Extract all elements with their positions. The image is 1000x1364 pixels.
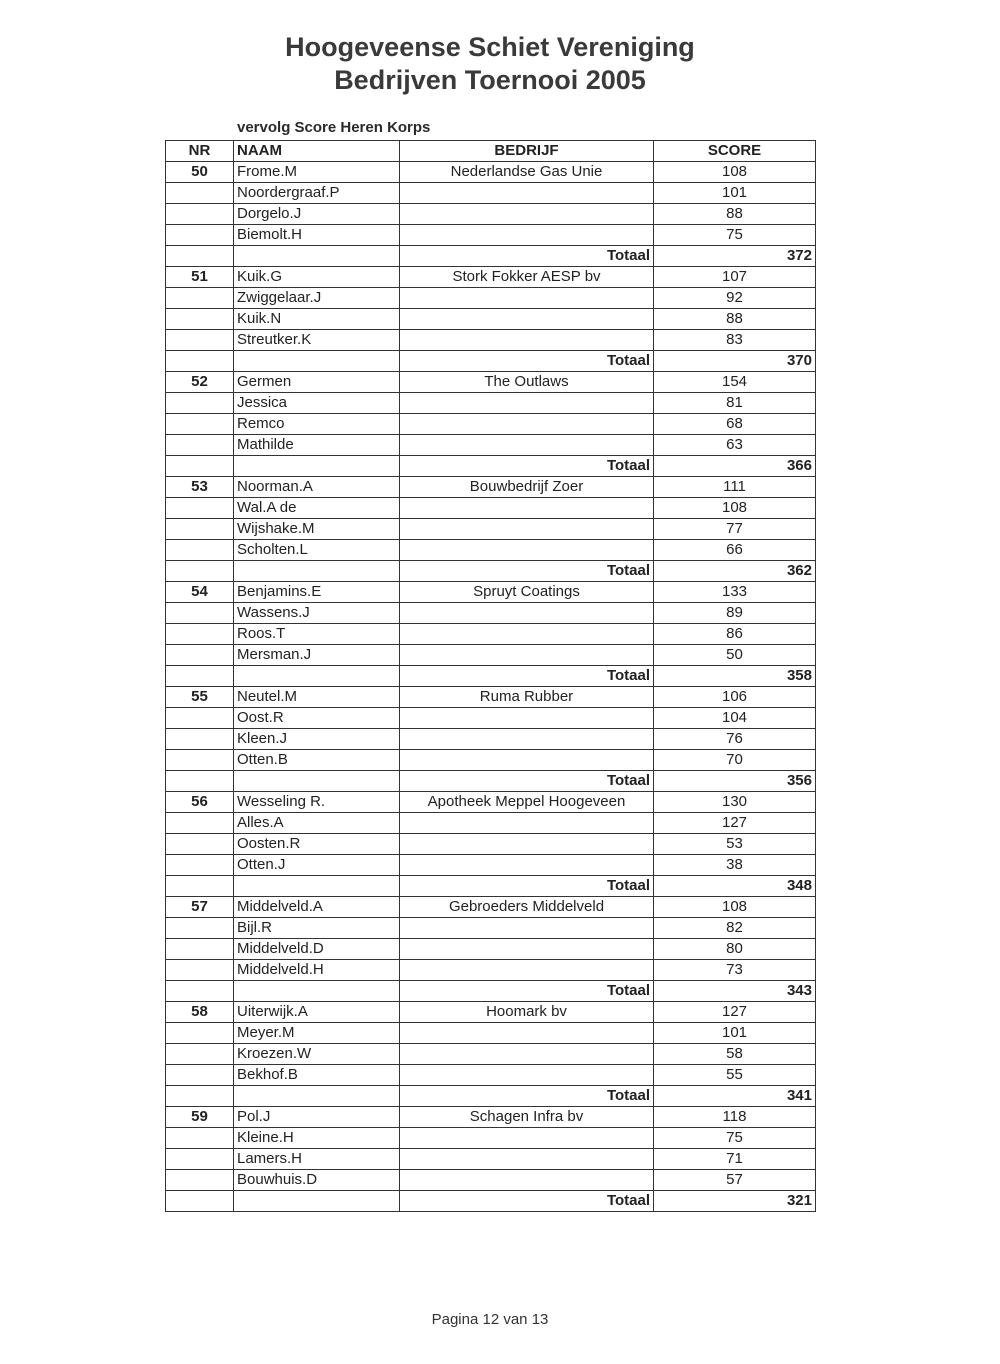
company-cell: [400, 1044, 654, 1065]
team-number-cell: 55: [166, 687, 234, 708]
document-subtitle-year: Bedrijven Toernooi 2005: [334, 65, 646, 95]
member-name-cell: Frome.M: [234, 162, 400, 183]
table-row: [166, 603, 816, 624]
member-score-cell: 106: [654, 687, 816, 708]
team-total-value: 362: [654, 561, 816, 582]
company-cell: [400, 225, 654, 246]
team-number-cell: [166, 288, 234, 309]
company-cell: Schagen Infra bv: [400, 1107, 654, 1128]
table-row: [166, 624, 816, 645]
total-label: Totaal: [400, 876, 654, 897]
team-total-row: [166, 771, 816, 792]
team-total-row: [166, 1086, 816, 1107]
team-total-row: [166, 456, 816, 477]
team-total-row: [166, 876, 816, 897]
team-total-row: [166, 981, 816, 1002]
team-number-cell: [166, 435, 234, 456]
company-cell: [400, 498, 654, 519]
table-row: [166, 498, 816, 519]
member-score-cell: 81: [654, 393, 816, 414]
member-score-cell: 70: [654, 750, 816, 771]
table-row: [166, 750, 816, 771]
table-row: [166, 393, 816, 414]
table-row: [166, 1128, 816, 1149]
table-row: [166, 729, 816, 750]
company-cell: Ruma Rubber: [400, 687, 654, 708]
company-cell: [400, 1023, 654, 1044]
table-row: [166, 414, 816, 435]
document-title: Hoogeveense Schiet Vereniging: [285, 32, 695, 62]
member-score-cell: 75: [654, 225, 816, 246]
member-score-cell: 57: [654, 1170, 816, 1191]
team-number-cell: [166, 414, 234, 435]
team-number-cell: 56: [166, 792, 234, 813]
member-name-cell: Dorgelo.J: [234, 204, 400, 225]
table-row: [166, 939, 816, 960]
table-row: [166, 687, 816, 708]
member-name-cell: Germen: [234, 372, 400, 393]
team-number-cell: [166, 330, 234, 351]
table-row: [166, 1023, 816, 1044]
member-name-cell: Oosten.R: [234, 834, 400, 855]
team-number-cell: [166, 708, 234, 729]
team-total-value: 348: [654, 876, 816, 897]
member-name-cell: Wijshake.M: [234, 519, 400, 540]
column-header-bedrijf: BEDRIJF: [400, 141, 654, 162]
team-number-cell: 57: [166, 897, 234, 918]
member-score-cell: 101: [654, 1023, 816, 1044]
total-label: Totaal: [400, 456, 654, 477]
member-name-cell: Bouwhuis.D: [234, 1170, 400, 1191]
empty-cell: [166, 981, 234, 1002]
member-name-cell: Remco: [234, 414, 400, 435]
table-row: [166, 855, 816, 876]
member-name-cell: Otten.J: [234, 855, 400, 876]
team-number-cell: [166, 1065, 234, 1086]
team-total-row: [166, 246, 816, 267]
empty-cell: [234, 246, 400, 267]
member-score-cell: 83: [654, 330, 816, 351]
table-row: [166, 372, 816, 393]
company-cell: [400, 645, 654, 666]
member-name-cell: Bijl.R: [234, 918, 400, 939]
team-number-cell: 50: [166, 162, 234, 183]
team-total-value: 366: [654, 456, 816, 477]
member-score-cell: 55: [654, 1065, 816, 1086]
table-row: [166, 792, 816, 813]
company-cell: Apotheek Meppel Hoogeveen: [400, 792, 654, 813]
table-row: [166, 225, 816, 246]
company-cell: [400, 414, 654, 435]
team-number-cell: 53: [166, 477, 234, 498]
company-cell: [400, 729, 654, 750]
company-cell: Spruyt Coatings: [400, 582, 654, 603]
member-score-cell: 71: [654, 1149, 816, 1170]
team-total-row: [166, 666, 816, 687]
empty-cell: [166, 1086, 234, 1107]
member-name-cell: Kuik.G: [234, 267, 400, 288]
member-score-cell: 111: [654, 477, 816, 498]
team-total-value: 358: [654, 666, 816, 687]
member-name-cell: Zwiggelaar.J: [234, 288, 400, 309]
team-number-cell: 54: [166, 582, 234, 603]
member-name-cell: Pol.J: [234, 1107, 400, 1128]
member-name-cell: Noorman.A: [234, 477, 400, 498]
empty-cell: [234, 771, 400, 792]
team-total-value: 341: [654, 1086, 816, 1107]
table-row: [166, 1002, 816, 1023]
team-number-cell: [166, 939, 234, 960]
company-cell: [400, 603, 654, 624]
company-cell: [400, 393, 654, 414]
team-number-cell: [166, 498, 234, 519]
table-row: [166, 477, 816, 498]
table-header-row: [166, 141, 816, 162]
total-label: Totaal: [400, 1086, 654, 1107]
total-label: Totaal: [400, 351, 654, 372]
empty-cell: [166, 246, 234, 267]
company-cell: [400, 1170, 654, 1191]
team-number-cell: [166, 1044, 234, 1065]
table-row: [166, 1065, 816, 1086]
team-total-value: 370: [654, 351, 816, 372]
team-number-cell: 52: [166, 372, 234, 393]
total-label: Totaal: [400, 981, 654, 1002]
company-cell: [400, 1065, 654, 1086]
page-number: Pagina 12 van 13: [431, 1311, 549, 1328]
member-name-cell: Meyer.M: [234, 1023, 400, 1044]
empty-cell: [234, 666, 400, 687]
member-name-cell: Roos.T: [234, 624, 400, 645]
table-row: [166, 645, 816, 666]
empty-cell: [166, 666, 234, 687]
team-number-cell: [166, 519, 234, 540]
company-cell: [400, 750, 654, 771]
team-number-cell: [166, 1128, 234, 1149]
member-score-cell: 92: [654, 288, 816, 309]
member-name-cell: Scholten.L: [234, 540, 400, 561]
empty-cell: [234, 456, 400, 477]
table-row: [166, 183, 816, 204]
member-name-cell: Kleen.J: [234, 729, 400, 750]
member-name-cell: Benjamins.E: [234, 582, 400, 603]
company-cell: [400, 519, 654, 540]
team-total-value: 343: [654, 981, 816, 1002]
team-number-cell: [166, 183, 234, 204]
team-number-cell: [166, 309, 234, 330]
member-name-cell: Middelveld.D: [234, 939, 400, 960]
team-number-cell: [166, 960, 234, 981]
company-cell: Gebroeders Middelveld: [400, 897, 654, 918]
total-label: Totaal: [400, 246, 654, 267]
member-name-cell: Jessica: [234, 393, 400, 414]
company-cell: [400, 1149, 654, 1170]
team-total-row: [166, 561, 816, 582]
member-name-cell: Bekhof.B: [234, 1065, 400, 1086]
table-row: [166, 897, 816, 918]
table-row: [166, 435, 816, 456]
table-row: [166, 267, 816, 288]
member-name-cell: Kuik.N: [234, 309, 400, 330]
member-score-cell: 88: [654, 204, 816, 225]
member-score-cell: 66: [654, 540, 816, 561]
member-score-cell: 53: [654, 834, 816, 855]
team-total-value: 321: [654, 1191, 816, 1212]
member-score-cell: 80: [654, 939, 816, 960]
empty-cell: [166, 561, 234, 582]
member-score-cell: 108: [654, 897, 816, 918]
member-name-cell: Oost.R: [234, 708, 400, 729]
member-score-cell: 63: [654, 435, 816, 456]
total-label: Totaal: [400, 561, 654, 582]
table-row: [166, 1044, 816, 1065]
team-number-cell: [166, 225, 234, 246]
member-name-cell: Noordergraaf.P: [234, 183, 400, 204]
member-score-cell: 154: [654, 372, 816, 393]
company-cell: Nederlandse Gas Unie: [400, 162, 654, 183]
member-score-cell: 82: [654, 918, 816, 939]
member-name-cell: Middelveld.A: [234, 897, 400, 918]
company-cell: [400, 330, 654, 351]
member-score-cell: 50: [654, 645, 816, 666]
member-score-cell: 130: [654, 792, 816, 813]
member-score-cell: 118: [654, 1107, 816, 1128]
member-name-cell: Otten.B: [234, 750, 400, 771]
empty-cell: [166, 351, 234, 372]
team-number-cell: [166, 393, 234, 414]
member-score-cell: 89: [654, 603, 816, 624]
member-name-cell: Wassens.J: [234, 603, 400, 624]
total-label: Totaal: [400, 666, 654, 687]
total-label: Totaal: [400, 1191, 654, 1212]
table-row: [166, 519, 816, 540]
team-number-cell: [166, 204, 234, 225]
company-cell: [400, 288, 654, 309]
member-score-cell: 38: [654, 855, 816, 876]
empty-cell: [234, 981, 400, 1002]
member-name-cell: Wal.A de: [234, 498, 400, 519]
table-row: [166, 582, 816, 603]
team-total-row: [166, 351, 816, 372]
member-name-cell: Neutel.M: [234, 687, 400, 708]
team-number-cell: [166, 855, 234, 876]
member-score-cell: 86: [654, 624, 816, 645]
table-row: [166, 960, 816, 981]
team-number-cell: [166, 540, 234, 561]
empty-cell: [234, 1086, 400, 1107]
empty-cell: [166, 1191, 234, 1212]
table-row: [166, 708, 816, 729]
member-score-cell: 73: [654, 960, 816, 981]
member-score-cell: 127: [654, 813, 816, 834]
member-name-cell: Streutker.K: [234, 330, 400, 351]
company-cell: [400, 204, 654, 225]
member-score-cell: 101: [654, 183, 816, 204]
member-score-cell: 127: [654, 1002, 816, 1023]
member-name-cell: Middelveld.H: [234, 960, 400, 981]
team-total-value: 356: [654, 771, 816, 792]
company-cell: Hoomark bv: [400, 1002, 654, 1023]
member-name-cell: Kroezen.W: [234, 1044, 400, 1065]
team-number-cell: [166, 750, 234, 771]
total-label: Totaal: [400, 771, 654, 792]
table-row: [166, 834, 816, 855]
company-cell: [400, 813, 654, 834]
team-number-cell: [166, 1023, 234, 1044]
member-score-cell: 107: [654, 267, 816, 288]
company-cell: [400, 939, 654, 960]
team-number-cell: [166, 834, 234, 855]
team-total-value: 372: [654, 246, 816, 267]
company-cell: [400, 918, 654, 939]
score-table: [165, 140, 816, 1212]
company-cell: [400, 540, 654, 561]
member-score-cell: 77: [654, 519, 816, 540]
empty-cell: [234, 351, 400, 372]
table-row: [166, 204, 816, 225]
team-total-row: [166, 1191, 816, 1212]
company-cell: [400, 834, 654, 855]
team-number-cell: [166, 603, 234, 624]
empty-cell: [234, 876, 400, 897]
member-name-cell: Uiterwijk.A: [234, 1002, 400, 1023]
member-name-cell: Mersman.J: [234, 645, 400, 666]
empty-cell: [234, 561, 400, 582]
table-row: [166, 918, 816, 939]
team-number-cell: [166, 1149, 234, 1170]
member-name-cell: Wesseling R.: [234, 792, 400, 813]
table-row: [166, 540, 816, 561]
team-number-cell: [166, 1170, 234, 1191]
member-score-cell: 108: [654, 162, 816, 183]
column-header-score: SCORE: [654, 141, 816, 162]
member-score-cell: 133: [654, 582, 816, 603]
table-row: [166, 309, 816, 330]
company-cell: Stork Fokker AESP bv: [400, 267, 654, 288]
member-name-cell: Kleine.H: [234, 1128, 400, 1149]
company-cell: [400, 708, 654, 729]
table-row: [166, 813, 816, 834]
empty-cell: [166, 456, 234, 477]
table-row: [166, 1170, 816, 1191]
member-score-cell: 108: [654, 498, 816, 519]
company-cell: [400, 960, 654, 981]
column-header-naam: NAAM: [234, 141, 400, 162]
member-score-cell: 58: [654, 1044, 816, 1065]
company-cell: Bouwbedrijf Zoer: [400, 477, 654, 498]
team-number-cell: 59: [166, 1107, 234, 1128]
table-row: [166, 162, 816, 183]
table-row: [166, 1107, 816, 1128]
company-cell: [400, 855, 654, 876]
company-cell: [400, 309, 654, 330]
empty-cell: [166, 876, 234, 897]
section-heading: vervolg Score Heren Korps: [237, 119, 431, 136]
team-number-cell: 51: [166, 267, 234, 288]
column-header-nr: NR: [166, 141, 234, 162]
empty-cell: [166, 771, 234, 792]
company-cell: [400, 1128, 654, 1149]
company-cell: The Outlaws: [400, 372, 654, 393]
company-cell: [400, 183, 654, 204]
team-number-cell: [166, 918, 234, 939]
member-name-cell: Mathilde: [234, 435, 400, 456]
company-cell: [400, 435, 654, 456]
table-row: [166, 330, 816, 351]
member-score-cell: 104: [654, 708, 816, 729]
member-score-cell: 88: [654, 309, 816, 330]
member-score-cell: 68: [654, 414, 816, 435]
team-number-cell: [166, 813, 234, 834]
team-number-cell: 58: [166, 1002, 234, 1023]
team-number-cell: [166, 729, 234, 750]
company-cell: [400, 624, 654, 645]
member-score-cell: 75: [654, 1128, 816, 1149]
empty-cell: [234, 1191, 400, 1212]
member-name-cell: Biemolt.H: [234, 225, 400, 246]
member-score-cell: 76: [654, 729, 816, 750]
member-name-cell: Alles.A: [234, 813, 400, 834]
table-row: [166, 1149, 816, 1170]
table-row: [166, 288, 816, 309]
team-number-cell: [166, 624, 234, 645]
member-name-cell: Lamers.H: [234, 1149, 400, 1170]
team-number-cell: [166, 645, 234, 666]
